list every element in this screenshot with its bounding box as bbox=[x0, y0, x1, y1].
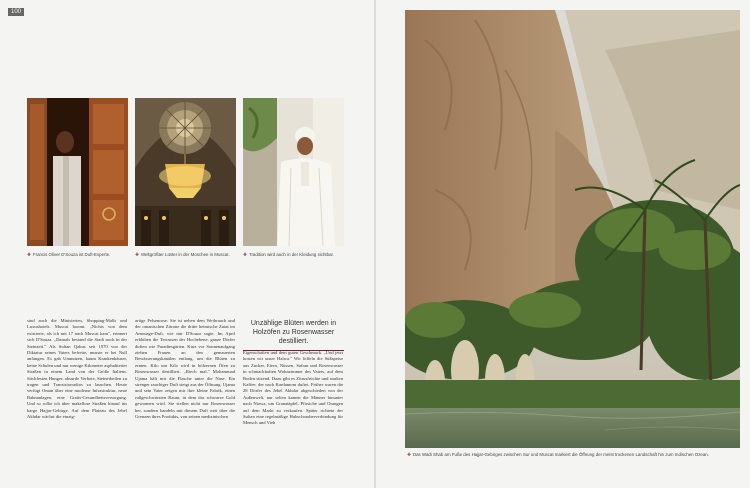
article-column-1: sind auch die Ministerien, Shopping-Malls und Luxushotels. Muscat boomt. „Nichts von dem existierte, als ich mit 17 nach Muscat kam", erinnert sich D'Souza. „Damals bestand die Stadt noch in der Steinzeit." Als Sultan Qabus seit 1970 von der Diktatur seines Vaters befreite, musste er bei Null anfangen. Es gab Umnutzen, kaum Krankenhäuser, keine Schulen und nur wenige Kilometer asphaltierter Straßen in einem Land von der Größe Italiens. Stichfesten Hunger, absurde Verbote, Steinerbeilen zu tragen und Transistorradios zu lauschen. Heute verfügt Oman über eine moderne Infrastruktur, neue Bahnanlagen, eine Gratis-Gesundheitsversorgung. Und so rollte ich über makellose Straßen hinauf ins karge Hajjar-Gebirge. Auf dem Plateau des Jebel Akhdar wächst die einzig- bbox=[27, 318, 127, 420]
caption-marker-icon: ❖ bbox=[27, 252, 31, 257]
mosque-photo bbox=[135, 98, 236, 246]
portrait-caption: ❖ Francis Oliver D'Souza ist Duft-Experte. bbox=[27, 252, 111, 257]
traditional-man-photo bbox=[243, 98, 344, 246]
portrait-photo-image bbox=[27, 98, 128, 246]
mosque-caption: ❖ Weltgrößter Lüster in der Moschee in Muscat. bbox=[135, 252, 230, 257]
caption-marker-icon: ❖ bbox=[243, 252, 247, 257]
mosque-photo-image bbox=[135, 98, 236, 246]
article-column-2: artige Felsenrose. Sie ist neben dem Weihrauch und der omanischen Zitrone die dritte heimische Zutat im Amouage-Duft, wie mir D'Souza sagte. Im April erblühen die Terrassen der Hochebene, ganze Dörfer duften wie Paradiesgärten. Kurz vor Sonnenaufgang ziehen Frauen an den gemauerten Bewässerungskanälen entlang, um die Blüten zu ernten. Kilo um Kilo wird in hölzernen Öfen zu Rosenwasser destilliert. „Riech mal." Mohammad Ujama hält mir die Flasche unter die Nase. Ein strenger rauchiger Duft steigt aus der Öffnung. Ujama und sein Vater zeigen mir ihre kleine Fabrik, einen rußgeschwärzten Raum, in dem das schwarze Gold gewonnen wird. Sie stellen nicht nur Rosenwasser her, sondern handeln mit diesem Duft weit über die Grenzen ihres Produkts, von seinen medizinischen bbox=[135, 318, 235, 420]
page-gutter bbox=[374, 0, 376, 488]
wadi-caption: ❖ Das Wadi Shab am Fuße des Hajjar-Gebirges zwischen Sur und Muscat markiert die Öffnung der meist trockenen Landschaft hin zum Indischen Ozean. bbox=[407, 452, 709, 457]
traditional-caption: ❖ Tradition wird auch in der Kleidung sichtbar. bbox=[243, 252, 334, 257]
pull-quote: Unzählige Blüten werden in Holzöfen zu Rosenwasser destilliert. bbox=[243, 316, 344, 351]
page-number: 100 bbox=[8, 8, 24, 16]
caption-marker-icon: ❖ bbox=[407, 452, 411, 457]
portrait-photo bbox=[27, 98, 128, 246]
caption-marker-icon: ❖ bbox=[135, 252, 139, 257]
article-column-3: Eigenschaften und dem guten Geschmack. „Und jetzt kosten wir unser Halwa." Wir löffeln die Süßspeise aus Zucker, Eiern, Nüssen, Safran und Rosenwasser in schmackhaften Wohnzimmer des Vaters, auf dem Boden sitzend. Dazu gibt es Zitrusfrüchte und starken Kaffee, der nach Kardamom duftet. Früher waren die 28 Dörfer des Jebel Akhdar abgeschieden von der Außenwelt, nur selten kamen die Männer hinunter nach Nizwa, um Granatäpfel, Pfirsiche und Orangen auf dem Markt zu verkaufen. Später richtete der Sultan eine regelmäßige Hubschrauberverbindung für Mensch und Vieh bbox=[243, 350, 343, 426]
wadi-photo bbox=[405, 10, 740, 448]
wadi-photo-image bbox=[405, 10, 740, 448]
traditional-man-photo-image bbox=[243, 98, 344, 246]
